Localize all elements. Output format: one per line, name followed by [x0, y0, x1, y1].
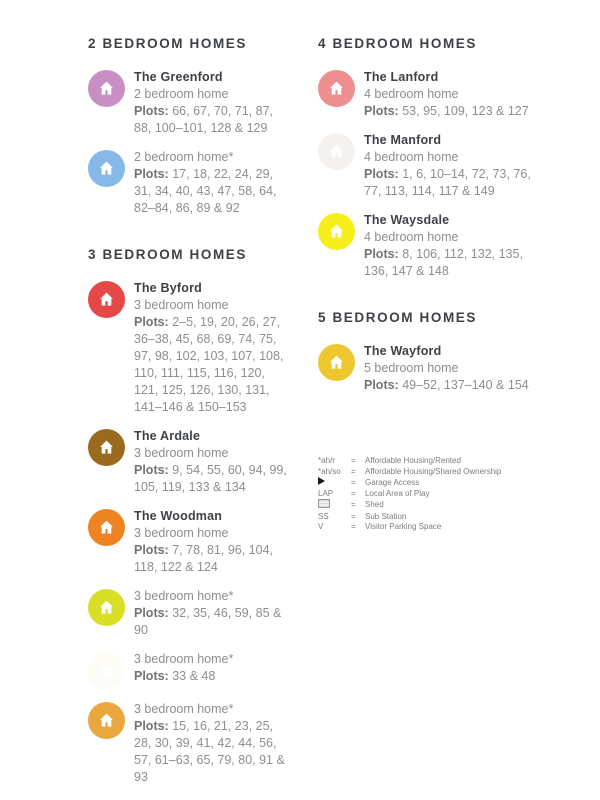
- home-entry-3bed-affordable-c: [88, 701, 293, 786]
- home-plots: [134, 166, 287, 217]
- plots-label: Plots:: [134, 315, 169, 329]
- legend-description: Local Area of Play: [365, 488, 430, 498]
- home-entry-2bed-affordable: [88, 149, 293, 217]
- home-name: The Woodman: [134, 509, 223, 523]
- home-name: The Ardale: [134, 429, 201, 443]
- home-name: The Manford: [364, 133, 442, 147]
- plots-values: 66, 67, 70, 71, 87, 88, 100–101, 128 & 129: [134, 104, 273, 135]
- legend-description: Garage Access: [365, 477, 420, 487]
- legend-row: [318, 512, 568, 523]
- home-plots: [364, 103, 536, 120]
- home-name: The Greenford: [134, 70, 223, 84]
- garage-access-icon: [318, 477, 325, 485]
- legend-description: Visitor Parking Space: [365, 522, 442, 531]
- legend-symbol-ah-r: *ah/r: [318, 456, 335, 465]
- legend-symbol-ah-so: *ah/so: [318, 466, 341, 476]
- house-icon: [88, 509, 125, 546]
- home-entry-waysdale: [318, 212, 568, 280]
- plots-label: Plots:: [134, 719, 169, 733]
- plots-values: 9, 54, 55, 60, 94, 99, 105, 119, 133 & 134: [134, 463, 287, 494]
- section-heading: 3 BEDROOM HOMES: [88, 247, 248, 262]
- house-icon: [318, 213, 355, 250]
- legend-symbol-v: V: [318, 522, 324, 531]
- section-5-bedroom-homes: [318, 310, 568, 394]
- section-3-bedroom-homes: [88, 247, 293, 786]
- home-name: The Byford: [134, 281, 202, 295]
- plots-values: 15, 16, 21, 23, 25, 28, 30, 39, 41, 42, 44, 56, 57, 61–63, 65, 79, 80, 91 & 93: [134, 719, 285, 784]
- house-icon: [88, 652, 125, 689]
- plots-label: Plots:: [364, 104, 399, 118]
- home-type: 5 bedroom home: [364, 361, 459, 375]
- right-column: [318, 36, 568, 533]
- plots-values: 7, 78, 81, 96, 104, 118, 122 & 124: [134, 543, 273, 574]
- house-icon: [318, 133, 355, 170]
- home-name: The Lanford: [364, 70, 439, 84]
- house-icon: [318, 344, 355, 381]
- home-type: 3 bedroom home: [134, 446, 229, 460]
- section-heading: 5 BEDROOM HOMES: [318, 310, 478, 325]
- house-icon: [88, 702, 125, 739]
- legend-description: Affordable Housing/Shared Ownership: [365, 466, 502, 476]
- legend-description: Shed: [365, 500, 384, 509]
- legend-equals: =: [351, 466, 356, 476]
- left-column: [88, 36, 293, 798]
- home-plots: [134, 314, 287, 416]
- legend-description: Affordable Housing/Rented: [365, 456, 461, 465]
- house-icon: [88, 429, 125, 466]
- legend-row: [318, 522, 568, 533]
- house-icon: [88, 589, 125, 626]
- home-plots: [364, 377, 536, 394]
- home-plots: [134, 605, 287, 639]
- plots-values: 8, 106, 112, 132, 135, 136, 147 & 148: [364, 247, 523, 278]
- legend-equals: =: [351, 500, 356, 509]
- home-type: 3 bedroom home: [134, 526, 229, 540]
- home-name: The Wayford: [364, 344, 442, 358]
- legend-symbol-ss: SS: [318, 511, 329, 521]
- legend-equals: =: [351, 488, 356, 498]
- home-type: 4 bedroom home: [364, 230, 459, 244]
- shed-icon: [318, 499, 330, 508]
- home-entry-3bed-affordable-a: [88, 588, 293, 639]
- home-type: 4 bedroom home: [364, 150, 459, 164]
- plots-values: 53, 95, 109, 123 & 127: [402, 104, 529, 118]
- legend-symbol-lap: LAP: [318, 488, 334, 498]
- legend-equals: =: [351, 511, 356, 521]
- legend-equals: =: [351, 522, 356, 531]
- section-heading: 4 BEDROOM HOMES: [318, 36, 478, 51]
- section-2-bedroom-homes: [88, 36, 293, 217]
- home-entry-lanford: [318, 69, 568, 120]
- home-type: 2 bedroom home: [134, 87, 229, 101]
- home-entry-ardale: [88, 428, 293, 496]
- plots-label: Plots:: [364, 167, 399, 181]
- plots-values: 32, 35, 46, 59, 85 & 90: [134, 606, 282, 637]
- section-heading: 2 BEDROOM HOMES: [88, 36, 248, 51]
- home-plots: [134, 718, 287, 786]
- plots-values: 17, 18, 22, 24, 29, 31, 34, 40, 43, 47, 58, 64, 82–84, 86, 89 & 92: [134, 167, 277, 215]
- home-type: 3 bedroom home*: [134, 702, 234, 716]
- home-entry-3bed-affordable-b: [88, 651, 293, 689]
- legend-row: [318, 467, 568, 478]
- legend-equals: =: [351, 477, 356, 487]
- section-4-bedroom-homes: [318, 36, 568, 280]
- legend-row: [318, 477, 568, 489]
- legend-row: [318, 489, 568, 500]
- plots-label: Plots:: [134, 543, 169, 557]
- home-plots: [134, 542, 287, 576]
- home-plots: [364, 246, 536, 280]
- home-type: 4 bedroom home: [364, 87, 459, 101]
- plots-label: Plots:: [134, 606, 169, 620]
- plots-label: Plots:: [134, 463, 169, 477]
- home-entry-wayford: [318, 343, 568, 394]
- house-icon: [88, 70, 125, 107]
- home-entry-greenford: [88, 69, 293, 137]
- home-entry-woodman: [88, 508, 293, 576]
- home-type: 2 bedroom home*: [134, 150, 234, 164]
- plots-values: 2–5, 19, 20, 26, 27, 36–38, 45, 68, 69, 74, 75, 97, 98, 102, 103, 107, 108, 110, 111, 115, 116, 120, 121, 125, 126, 130, 131, 141–146 & 150–153: [134, 315, 284, 414]
- house-icon: [88, 281, 125, 318]
- home-entry-manford: [318, 132, 568, 200]
- plots-label: Plots:: [134, 669, 169, 683]
- house-icon: [88, 150, 125, 187]
- home-type: 3 bedroom home*: [134, 652, 234, 666]
- legend-row: [318, 456, 568, 467]
- plots-label: Plots:: [134, 167, 169, 181]
- plots-label: Plots:: [134, 104, 169, 118]
- plots-label: Plots:: [364, 247, 399, 261]
- legend-row: [318, 499, 568, 512]
- home-plots: [364, 166, 536, 200]
- plots-values: 1, 6, 10–14, 72, 73, 76, 77, 113, 114, 117 & 149: [364, 167, 531, 198]
- plots-values: 49–52, 137–140 & 154: [402, 378, 529, 392]
- legend-equals: =: [351, 456, 356, 465]
- home-name: The Waysdale: [364, 213, 450, 227]
- home-type: 3 bedroom home*: [134, 589, 234, 603]
- plots-label: Plots:: [364, 378, 399, 392]
- plots-values: 33 & 48: [172, 669, 216, 683]
- legend-description: Sub Station: [365, 511, 407, 521]
- home-plots: [134, 103, 287, 137]
- home-plots: [134, 668, 287, 685]
- house-icon: [318, 70, 355, 107]
- home-type: 3 bedroom home: [134, 298, 229, 312]
- symbol-legend: [318, 456, 568, 533]
- home-entry-byford: [88, 280, 293, 416]
- home-plots: [134, 462, 287, 496]
